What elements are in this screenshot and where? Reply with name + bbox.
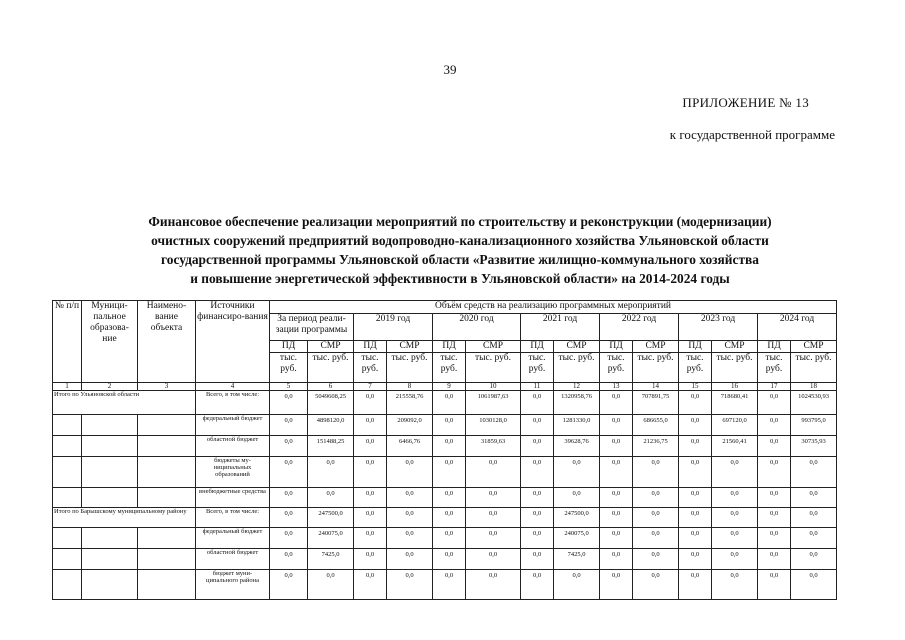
header-unit: тыс. руб. — [600, 353, 633, 383]
table-cell: 0,0 — [600, 436, 633, 457]
header-smr: СМР — [554, 341, 600, 353]
table-cell: 39628,76 — [554, 436, 600, 457]
table-cell: 0,0 — [270, 391, 308, 415]
funding-source: Всего, в том числе: — [196, 508, 270, 528]
header-year: 2022 год — [600, 314, 679, 341]
column-number: 11 — [521, 383, 554, 391]
table-cell: 0,0 — [758, 528, 791, 549]
table-cell: 0,0 — [354, 457, 387, 488]
column-number: 5 — [270, 383, 308, 391]
header-smr: СМР — [466, 341, 521, 353]
funding-source: Всего, в том числе: — [196, 391, 270, 415]
header-municipality: Муници-пальное образова-ние — [82, 301, 138, 383]
table-cell: 718680,41 — [712, 391, 758, 415]
table-cell: 215558,76 — [387, 391, 433, 415]
column-number: 10 — [466, 383, 521, 391]
table-cell: 0,0 — [791, 508, 837, 528]
table-cell: 0,0 — [600, 457, 633, 488]
table-cell: 0,0 — [270, 528, 308, 549]
table-cell: 0,0 — [387, 508, 433, 528]
table-cell: 0,0 — [521, 570, 554, 600]
table-cell: 0,0 — [758, 415, 791, 436]
table-cell: 0,0 — [554, 570, 600, 600]
table-cell: 0,0 — [354, 570, 387, 600]
table-cell: 0,0 — [679, 457, 712, 488]
column-number: 8 — [387, 383, 433, 391]
table-cell: 0,0 — [466, 528, 521, 549]
column-number: 18 — [791, 383, 837, 391]
table-cell: 0,0 — [633, 488, 679, 508]
table-cell: 1320958,76 — [554, 391, 600, 415]
table-cell: 0,0 — [758, 549, 791, 570]
table-cell: 0,0 — [433, 436, 466, 457]
table-cell: 0,0 — [600, 488, 633, 508]
table-cell: 4898120,0 — [308, 415, 354, 436]
table-row — [53, 436, 837, 457]
header-smr: СМР — [387, 341, 433, 353]
table-cell: 0,0 — [433, 528, 466, 549]
table-row — [53, 488, 837, 508]
table-cell: 1281330,0 — [554, 415, 600, 436]
header-pd: ПД — [679, 341, 712, 353]
column-number: 13 — [600, 383, 633, 391]
table-cell: 0,0 — [270, 508, 308, 528]
table-row — [53, 457, 837, 488]
table-cell: 0,0 — [712, 570, 758, 600]
header-unit: тыс. руб. — [554, 353, 600, 383]
table-cell: 0,0 — [433, 508, 466, 528]
header-pd: ПД — [354, 341, 387, 353]
table-cell: 0,0 — [466, 549, 521, 570]
table-cell: 0,0 — [270, 570, 308, 600]
table-cell: 0,0 — [758, 570, 791, 600]
header-pd: ПД — [521, 341, 554, 353]
table-cell: 0,0 — [521, 436, 554, 457]
table-cell: 240075,0 — [308, 528, 354, 549]
table-cell: 0,0 — [521, 391, 554, 415]
table-cell: 0,0 — [600, 570, 633, 600]
header-smr: СМР — [791, 341, 837, 353]
column-number: 14 — [633, 383, 679, 391]
table-cell: 0,0 — [521, 549, 554, 570]
table-cell: 0,0 — [679, 391, 712, 415]
table-cell: 21560,41 — [712, 436, 758, 457]
table-cell: 707891,75 — [633, 391, 679, 415]
table-cell: 0,0 — [679, 415, 712, 436]
title-line: очистных сооружений предприятий водопроводно-канализационного хозяйства Ульяновской области — [151, 233, 769, 248]
table-cell: 0,0 — [791, 488, 837, 508]
header-year: 2019 год — [354, 314, 433, 341]
table-cell: 0,0 — [791, 570, 837, 600]
funding-source: бюджеты му-ниципальных образований — [196, 457, 270, 488]
table-cell: 0,0 — [270, 436, 308, 457]
table-cell: 0,0 — [270, 415, 308, 436]
table-cell: 0,0 — [354, 391, 387, 415]
table-cell: 0,0 — [758, 488, 791, 508]
title-line: и повышение энергетической эффективности в Ульяновской области» на 2014-2024 годы — [190, 271, 730, 286]
table-cell: 0,0 — [679, 436, 712, 457]
table-cell: 0,0 — [633, 528, 679, 549]
table-cell: 6466,76 — [387, 436, 433, 457]
table-cell: 0,0 — [758, 436, 791, 457]
header-period: За период реали-зации программы — [270, 314, 354, 341]
table-cell: 993795,0 — [791, 415, 837, 436]
header-pd: ПД — [600, 341, 633, 353]
column-number: 7 — [354, 383, 387, 391]
table-cell: 0,0 — [633, 508, 679, 528]
table-cell: 697120,0 — [712, 415, 758, 436]
table-cell: 0,0 — [308, 488, 354, 508]
table-cell: 0,0 — [633, 549, 679, 570]
header-num: № п/п — [53, 301, 82, 383]
table-cell: 0,0 — [758, 391, 791, 415]
column-number: 4 — [196, 383, 270, 391]
column-number: 17 — [758, 383, 791, 391]
table-cell: 0,0 — [354, 415, 387, 436]
header-unit: тыс. руб. — [679, 353, 712, 383]
table-cell: 0,0 — [712, 549, 758, 570]
table-cell: 0,0 — [354, 508, 387, 528]
table-cell: 0,0 — [354, 528, 387, 549]
header-unit: тыс. руб. — [354, 353, 387, 383]
table-row — [53, 508, 837, 528]
table-cell: 0,0 — [433, 391, 466, 415]
header-object: Наимено-вание объекта — [138, 301, 196, 383]
table-cell: 0,0 — [633, 457, 679, 488]
table-cell: 0,0 — [308, 457, 354, 488]
table-cell: 0,0 — [270, 457, 308, 488]
table-cell: 0,0 — [521, 508, 554, 528]
group-label: Итого по Ульяновской области — [53, 391, 196, 415]
table-cell: 0,0 — [433, 570, 466, 600]
page-number: 39 — [443, 62, 457, 77]
table-cell: 0,0 — [600, 549, 633, 570]
table-cell: 686655,0 — [633, 415, 679, 436]
table-cell: 247500,0 — [308, 508, 354, 528]
table-row — [53, 415, 837, 436]
table-cell: 0,0 — [679, 508, 712, 528]
header-pd: ПД — [433, 341, 466, 353]
header-pd: ПД — [758, 341, 791, 353]
appendix-title: ПРИЛОЖЕНИЕ № 13 — [682, 95, 809, 110]
table-cell: 0,0 — [758, 508, 791, 528]
funding-source: областной бюджет — [196, 549, 270, 570]
header-unit: тыс. руб. — [270, 353, 308, 383]
table-cell: 0,0 — [633, 570, 679, 600]
table-cell: 1024530,93 — [791, 391, 837, 415]
header-unit: тыс. руб. — [308, 353, 354, 383]
table-cell: 0,0 — [387, 488, 433, 508]
table-cell: 5049608,25 — [308, 391, 354, 415]
table-row — [53, 391, 837, 415]
document-title — [60, 212, 860, 288]
header-pd: ПД — [270, 341, 308, 353]
table-row — [53, 528, 837, 549]
group-label: Итого по Барышскому муниципальному району — [53, 508, 196, 528]
table-cell: 0,0 — [433, 415, 466, 436]
table-cell: 0,0 — [433, 488, 466, 508]
column-number: 2 — [82, 383, 138, 391]
column-number: 1 — [53, 383, 82, 391]
column-number: 3 — [138, 383, 196, 391]
table-cell: 0,0 — [712, 457, 758, 488]
table-cell: 0,0 — [521, 415, 554, 436]
table-cell: 0,0 — [308, 570, 354, 600]
table-cell: 21236,75 — [633, 436, 679, 457]
table-cell: 240075,0 — [554, 528, 600, 549]
header-year: 2020 год — [433, 314, 521, 341]
funding-source: областной бюджет — [196, 436, 270, 457]
financing-table — [52, 300, 837, 600]
header-unit: тыс. руб. — [521, 353, 554, 383]
table-cell: 0,0 — [600, 391, 633, 415]
table-cell: 0,0 — [270, 549, 308, 570]
header-unit: тыс. руб. — [387, 353, 433, 383]
table-cell: 0,0 — [466, 488, 521, 508]
header-smr: СМР — [633, 341, 679, 353]
column-number: 12 — [554, 383, 600, 391]
table-cell: 0,0 — [712, 488, 758, 508]
header-volume: Объём средств на реализацию программных мероприятий — [270, 301, 837, 314]
table-cell: 0,0 — [600, 508, 633, 528]
title-line: государственной программы Ульяновской области «Развитие жилищно-коммунального хозяйства — [161, 252, 759, 267]
table-cell: 0,0 — [387, 528, 433, 549]
header-year: 2023 год — [679, 314, 758, 341]
column-number: 9 — [433, 383, 466, 391]
table-cell: 0,0 — [679, 488, 712, 508]
appendix-subtitle: к государственной программе — [669, 127, 835, 142]
column-number: 15 — [679, 383, 712, 391]
header-year: 2021 год — [521, 314, 600, 341]
table-cell: 0,0 — [679, 528, 712, 549]
table-cell: 31859,63 — [466, 436, 521, 457]
table-cell: 0,0 — [387, 570, 433, 600]
header-sources: Источники финансиро-вания — [196, 301, 270, 383]
column-number: 16 — [712, 383, 758, 391]
header-unit: тыс. руб. — [791, 353, 837, 383]
table-cell: 0,0 — [354, 436, 387, 457]
table-cell: 1030128,0 — [466, 415, 521, 436]
header-unit: тыс. руб. — [758, 353, 791, 383]
table-cell: 0,0 — [791, 528, 837, 549]
table-cell: 30735,93 — [791, 436, 837, 457]
table-cell: 0,0 — [554, 457, 600, 488]
table-cell: 0,0 — [433, 457, 466, 488]
table-cell: 7425,0 — [554, 549, 600, 570]
table-cell: 0,0 — [466, 457, 521, 488]
header-smr: СМР — [712, 341, 758, 353]
funding-source: федеральный бюджет — [196, 528, 270, 549]
header-unit: тыс. руб. — [433, 353, 466, 383]
table-cell: 0,0 — [521, 528, 554, 549]
table-cell: 151488,25 — [308, 436, 354, 457]
table-cell: 0,0 — [600, 528, 633, 549]
table-row — [53, 570, 837, 600]
table-cell: 0,0 — [712, 508, 758, 528]
header-year: 2024 год — [758, 314, 837, 341]
table-cell: 247500,0 — [554, 508, 600, 528]
table-row — [53, 549, 837, 570]
table-cell: 0,0 — [354, 488, 387, 508]
table-cell: 0,0 — [466, 570, 521, 600]
table-cell: 0,0 — [791, 457, 837, 488]
table-cell: 0,0 — [679, 570, 712, 600]
funding-source: внебюджетные средства — [196, 488, 270, 508]
table-cell: 209092,0 — [387, 415, 433, 436]
table-cell: 0,0 — [600, 415, 633, 436]
header-unit: тыс. руб. — [633, 353, 679, 383]
table-cell: 0,0 — [433, 549, 466, 570]
header-unit: тыс. руб. — [712, 353, 758, 383]
table-cell: 0,0 — [554, 488, 600, 508]
table-cell: 0,0 — [758, 457, 791, 488]
header-unit: тыс. руб. — [466, 353, 521, 383]
table-cell: 0,0 — [354, 549, 387, 570]
column-number: 6 — [308, 383, 354, 391]
table-cell: 1061987,63 — [466, 391, 521, 415]
table-cell: 0,0 — [521, 488, 554, 508]
header-smr: СМР — [308, 341, 354, 353]
table-cell: 0,0 — [270, 488, 308, 508]
table-cell: 7425,0 — [308, 549, 354, 570]
title-line: Финансовое обеспечение реализации мероприятий по строительству и реконструкции (модернизации) — [148, 214, 772, 229]
funding-source: федеральный бюджет — [196, 415, 270, 436]
table-cell: 0,0 — [521, 457, 554, 488]
table-cell: 0,0 — [387, 457, 433, 488]
table-cell: 0,0 — [679, 549, 712, 570]
table-cell: 0,0 — [712, 528, 758, 549]
table-cell: 0,0 — [466, 508, 521, 528]
table-cell: 0,0 — [387, 549, 433, 570]
table-cell: 0,0 — [791, 549, 837, 570]
funding-source: бюджет муни-ципального района — [196, 570, 270, 600]
